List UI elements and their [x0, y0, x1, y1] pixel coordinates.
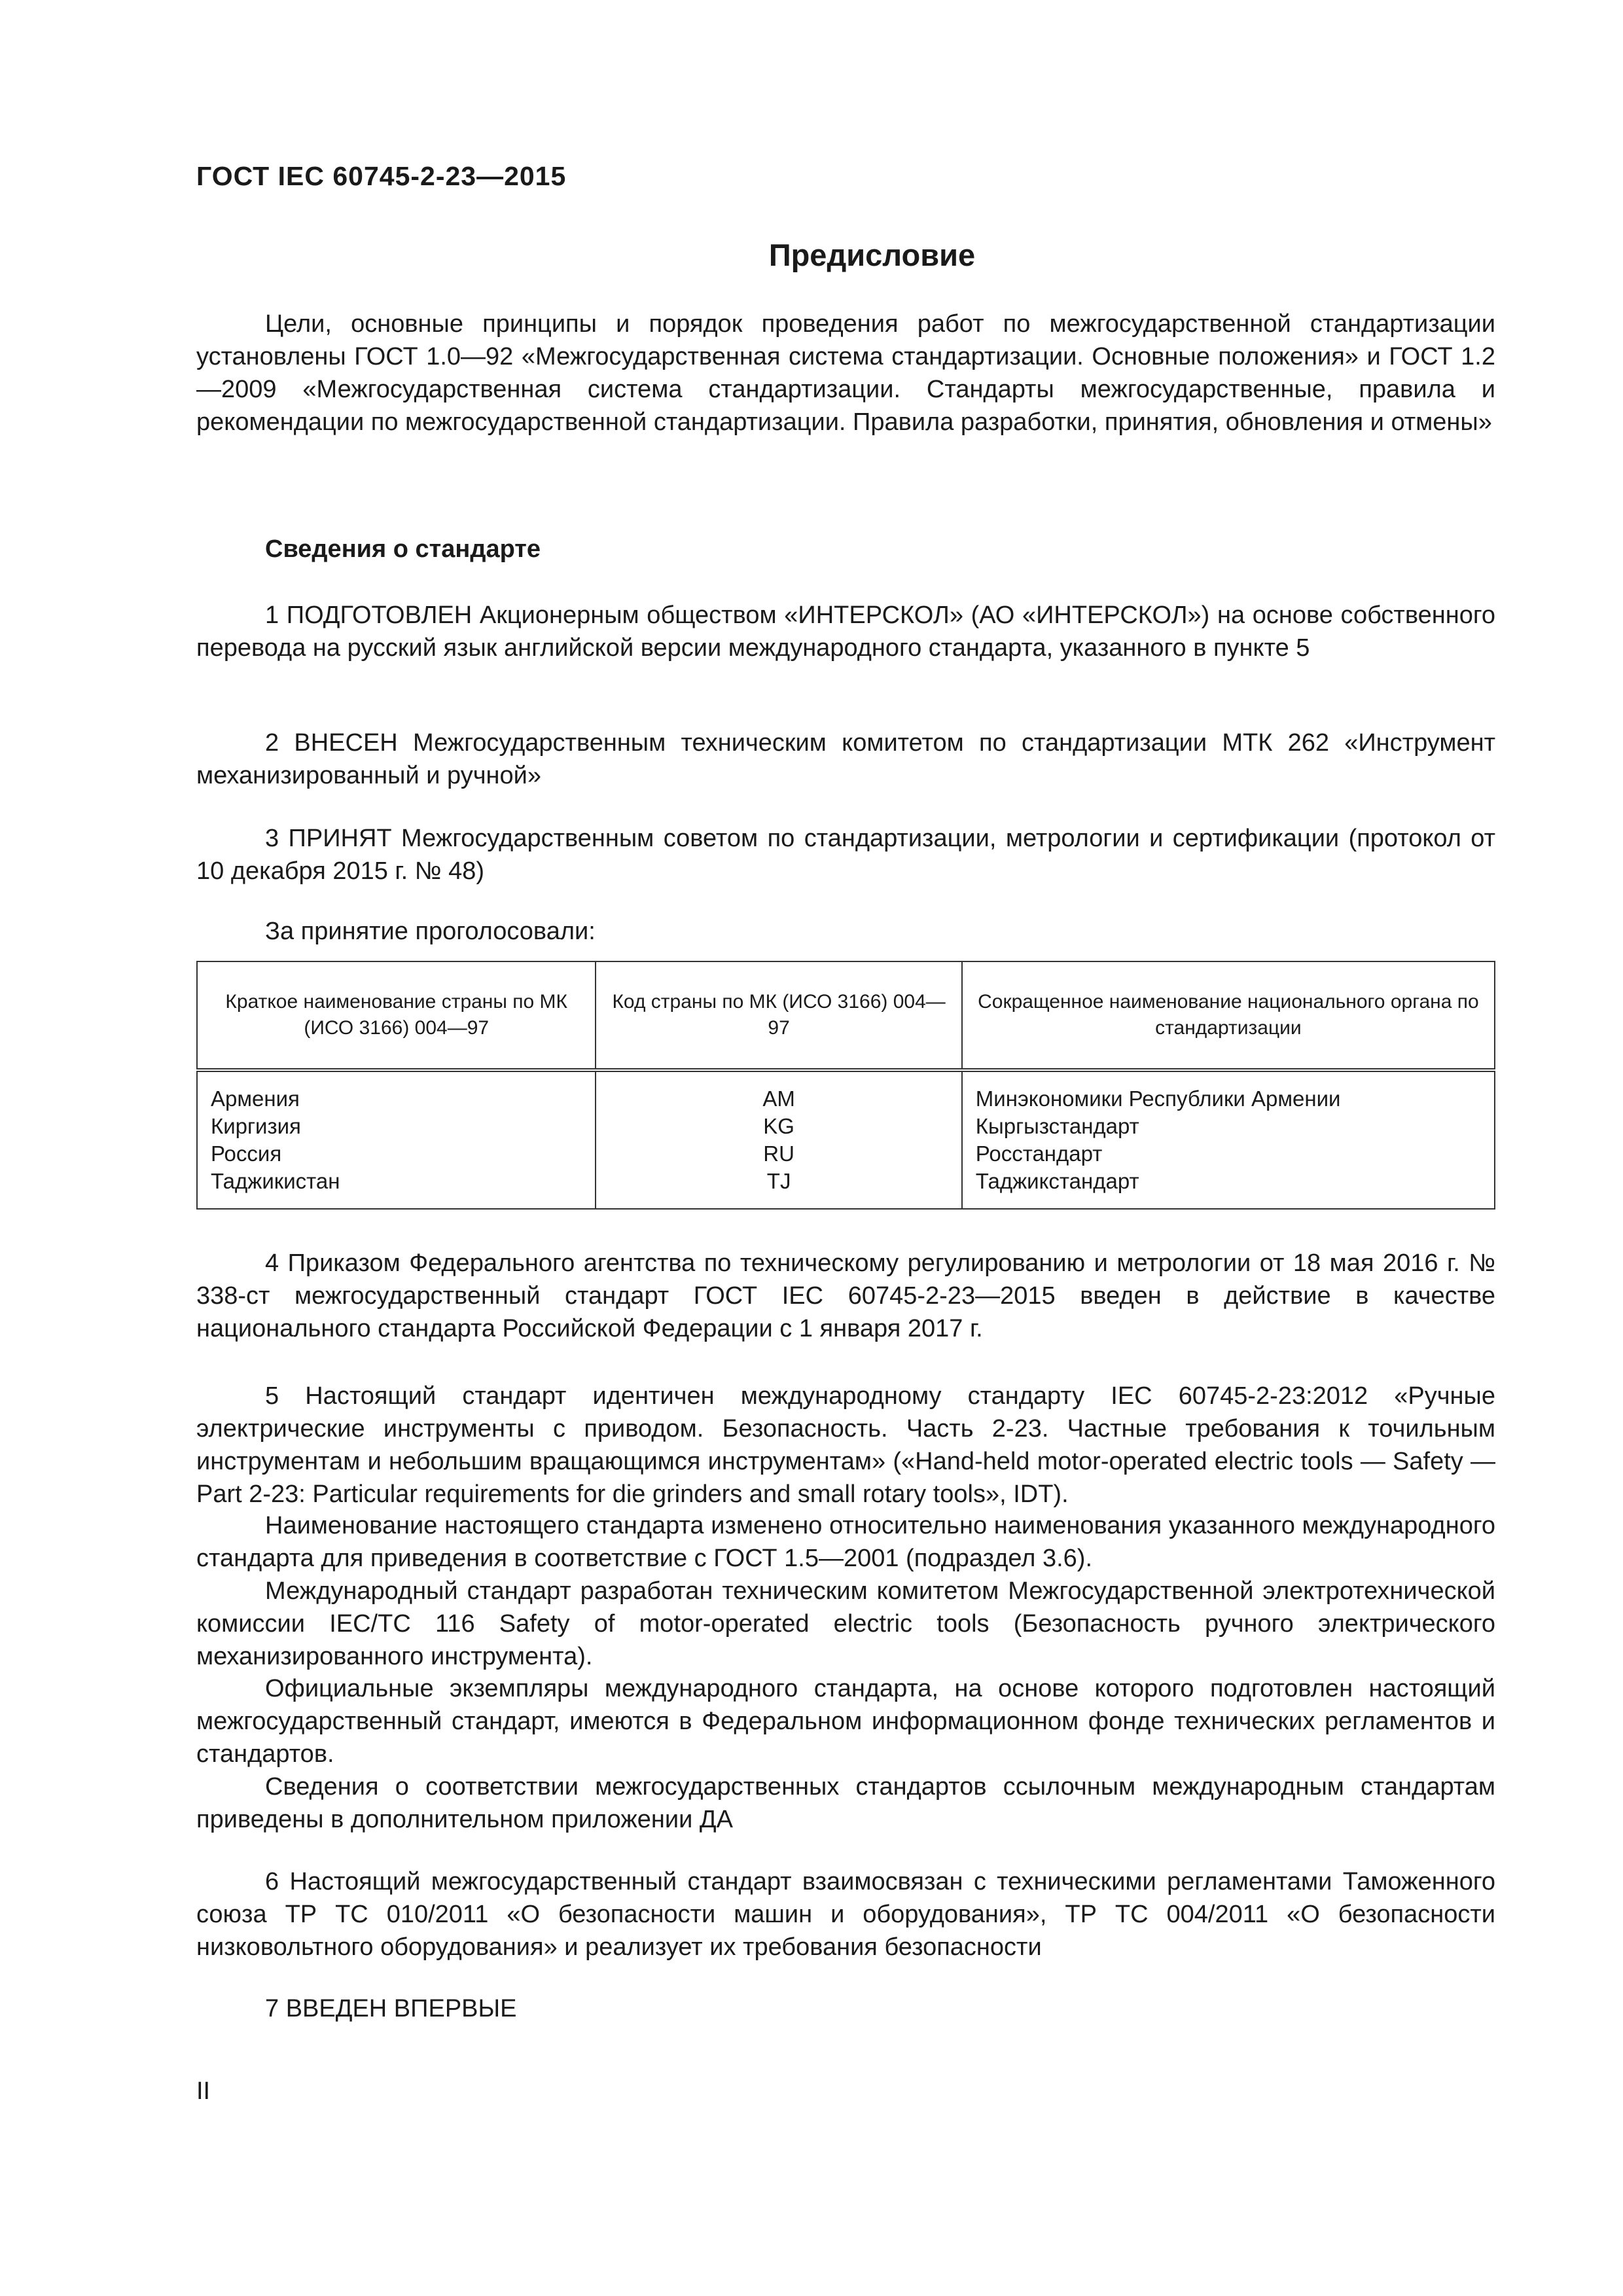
- table-header-country-name: Краткое наименование страны по МК (ИСО 3166) 004—97: [197, 961, 596, 1068]
- item-7: 7 ВВЕДЕН ВПЕРВЫЕ: [265, 1995, 517, 2022]
- item-1: 1 ПОДГОТОВЛЕН Акционерным обществом «ИНТЕРСКОЛ» (АО «ИНТЕРСКОЛ») на основе собственного перевода на русский язык английской версии международного стандарта, указанного в пункте 5: [196, 601, 1495, 662]
- item-2: 2 ВНЕСЕН Межгосударственным техническим комитетом по стандартизации МТК 262 «Инструмент механизированный и ручной»: [196, 729, 1495, 789]
- countries-table: [196, 961, 1495, 1210]
- item-5-paragraph-3: Международный стандарт разработан техническим комитетом Межгосударственной электротехнической комиссии IEC/TC 116 Safety of motor-operated electric tools (Безопасность ручного электрического механизированного инструмента).: [196, 1577, 1495, 1670]
- item-5-paragraph-1: 5 Настоящий стандарт идентичен международному стандарту IEC 60745-2-23:2012 «Ручные электрические инструменты с приводом. Безопасность. Часть 2-23. Частные требования к точильным инструментам и небольшим вращающимся инструментам» («Hand-held motor-operated electric tools — Safety — Part 2-23: Particular requirements for die grinders and small rotary tools», IDT).: [196, 1382, 1495, 1508]
- intro-paragraph: Цели, основные принципы и порядок проведения работ по межгосударственной стандартизации установлены ГОСТ 1.0—92 «Межгосударственная система стандартизации. Основные положения» и ГОСТ 1.2—2009 «Межгосударственная система стандартизации. Стандарты межгосударственные, правила и рекомендации по межгосударственной стандартизации. Правила разработки, принятия, обновления и отмены»: [196, 310, 1495, 436]
- country-codes-cell: AM KG RU TJ: [596, 1070, 961, 1209]
- item-5-paragraph-4: Официальные экземпляры международного стандарта, на основе которого подготовлен настоящий межгосударственный стандарт, имеются в Федеральном информационном фонде технических регламентов и стандартов.: [196, 1675, 1495, 1768]
- item-3: 3 ПРИНЯТ Межгосударственным советом по стандартизации, метрологии и сертификации (протокол от 10 декабря 2015 г. № 48): [196, 825, 1495, 885]
- page-title: Предисловие: [768, 238, 976, 272]
- item-4: 4 Приказом Федерального агентства по техническому регулированию и метрологии от 18 мая 2016 г. № 338-ст межгосударственный стандарт ГОСТ IEC 60745-2-23—2015 введен в действие в качестве национального стандарта Российской Федерации с 1 января 2017 г.: [196, 1249, 1495, 1342]
- section-title: Сведения о стандарте: [265, 535, 541, 563]
- item-5-paragraph-2: Наименование настоящего стандарта изменено относительно наименования указанного международного стандарта для приведения в соответствие с ГОСТ 1.5—2001 (подраздел 3.6).: [196, 1512, 1495, 1572]
- item-5-paragraph-5: Сведения о соответствии межгосударственных стандартов ссылочным международным стандартам приведены в дополнительном приложении ДА: [196, 1773, 1495, 1833]
- document-page: [196, 0, 1495, 2296]
- item-6: 6 Настоящий межгосударственный стандарт взаимосвязан с техническими регламентами Таможенного союза ТР ТС 010/2011 «О безопасности машин и оборудования», ТР ТС 004/2011 «О безопасности низковольтного оборудования» и реализует их требования безопасности: [196, 1868, 1495, 1961]
- document-header: ГОСТ IEC 60745-2-23—2015: [196, 161, 567, 191]
- table-header-national-body: Сокращенное наименование национального органа по стандартизации: [962, 961, 1495, 1068]
- national-bodies-cell: Минэкономики Республики Армении Кыргызстандарт Росстандарт Таджикстандарт: [962, 1070, 1495, 1209]
- page-number: II: [196, 2077, 211, 2105]
- country-names-cell: Армения Киргизия Россия Таджикистан: [197, 1070, 596, 1209]
- voted-label: За принятие проголосовали:: [265, 918, 596, 945]
- table-header-country-code: Код страны по МК (ИСО 3166) 004—97: [596, 961, 961, 1068]
- table-row: [197, 1070, 1495, 1209]
